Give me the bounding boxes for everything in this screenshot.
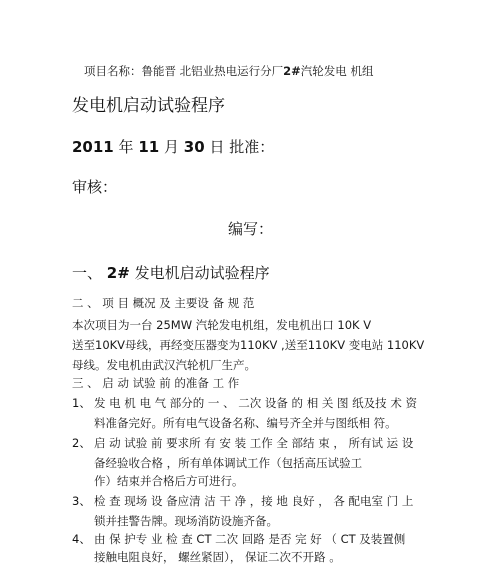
section-one-num: 2# <box>106 264 130 282</box>
section-two-line-2: 送至10KV母线，再经变压器变为110KV ,送至110KV 变电站 110KV <box>72 338 425 352</box>
document-title: 发电机启动试验程序 <box>72 96 225 116</box>
item-1-line-2: 料准备完好。所有电气设备名称、编号齐全并与图纸相 符。 <box>94 416 397 430</box>
item-2-line-3: 作）结束并合格后方可进行。 <box>94 474 244 488</box>
section-one-title <box>72 266 270 281</box>
compile-label: 编写： <box>228 220 274 238</box>
item-1-line-1: 发 电 机 电 气 部分的 一 、 二次 设备 的 相 关 图 纸及技 术 资 <box>94 396 417 410</box>
section-three-heading: 三 、 启 动 试验 前 的准备 工 作 <box>72 376 240 390</box>
item-2-number: 2、 <box>72 436 91 450</box>
item-4-line-1: 由 保 护专 业 检 查 CT 二次 回路 是否 完 好 （ CT 及装置侧 <box>94 532 406 546</box>
approval-day-unit: 日 批准： <box>209 138 275 156</box>
item-4-line-2: 接触电阻良好， 螺丝紧固）， 保证二次不开路 。 <box>94 550 341 564</box>
approval-month: 11 <box>138 138 160 156</box>
item-3-line-2: 锁并挂警告牌。现场消防设施齐备。 <box>94 514 278 528</box>
item-2-line-2: 备经验收合格 ，所有单体调试工作（包括高压试验工 <box>94 456 363 470</box>
item-3-line-1: 检 查 现场 设 备应清 洁 干 净 ，接 地 良好 ， 各 配电室 门 上 <box>94 494 414 508</box>
review-label: 审核： <box>72 178 118 196</box>
section-two-line-3: 母线。发电机由武汉汽轮机厂生产。 <box>72 358 256 372</box>
item-2-line-1: 启 动 试验 前 要求所 有 安 装 工作 全 部结 束 ， 所有试 运 设 <box>94 436 414 450</box>
item-4-number: 4、 <box>72 532 91 546</box>
section-one-text: 发电机启动试验程序 <box>134 264 270 282</box>
project-unit: 2# <box>283 64 301 78</box>
section-one-prefix: 一、 <box>72 264 103 282</box>
approval-date-line <box>72 140 274 155</box>
approval-year: 2011 <box>72 138 114 156</box>
approval-year-unit: 年 <box>118 138 134 156</box>
section-two-line-1: 本次项目为一台 25MW 汽轮发电机组，发电机出口 10K V <box>72 318 372 332</box>
section-two-heading: 二 、 项 目 概况 及 主要设 备 规 范 <box>72 296 255 310</box>
item-3-number: 3、 <box>72 494 91 508</box>
project-name-line <box>84 66 373 78</box>
approval-month-unit: 月 <box>163 138 179 156</box>
item-1-number: 1、 <box>72 396 91 410</box>
project-label: 项目名称：鲁能晋 北铝业热电运行分厂 <box>84 64 284 78</box>
project-suffix: 汽轮发电 机组 <box>300 64 374 78</box>
approval-day: 30 <box>183 138 205 156</box>
